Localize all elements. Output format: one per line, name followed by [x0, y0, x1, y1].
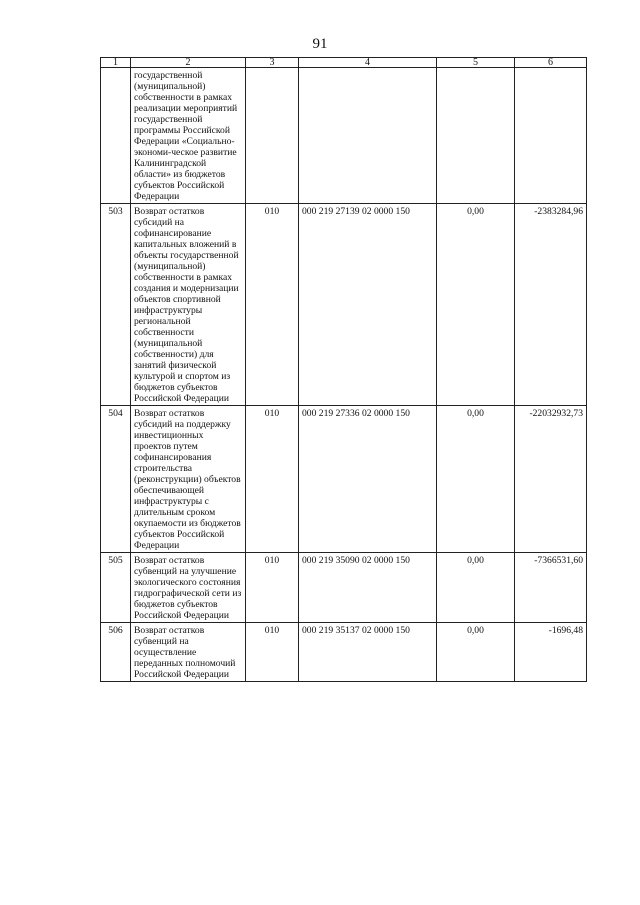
- row-kbk: 000 219 27336 02 0000 150: [299, 406, 437, 553]
- row-plan: 0,00: [437, 204, 515, 406]
- row-plan: 0,00: [437, 406, 515, 553]
- column-header-2: 2: [131, 58, 246, 68]
- row-number: 504: [101, 406, 131, 553]
- row-exec: -22032932,73: [515, 406, 587, 553]
- column-number-row: [101, 58, 587, 68]
- column-header-6: 6: [515, 58, 587, 68]
- row-kbk: [299, 68, 437, 204]
- column-header-3: 3: [246, 58, 299, 68]
- row-code: [246, 68, 299, 204]
- row-description: Возврат остатков субсидий на поддержку инвестиционных проектов путем софинансирования строительства (реконструкции) объектов обеспечивающей инфраструктуры с длительным сроком окупаемости из бюджетов субъектов Российской Федерации: [131, 406, 246, 553]
- table-row: [101, 623, 587, 682]
- row-kbk: 000 219 27139 02 0000 150: [299, 204, 437, 406]
- row-plan: 0,00: [437, 623, 515, 682]
- row-code: 010: [246, 553, 299, 623]
- table-row: [101, 553, 587, 623]
- table-row: [101, 406, 587, 553]
- row-plan: 0,00: [437, 553, 515, 623]
- row-description: Возврат остатков субвенций на улучшение экологического состояния гидрографической сети из бюджетов субъектов Российской Федерации: [131, 553, 246, 623]
- row-description: Возврат остатков субсидий на софинансирование капитальных вложений в объекты государственной (муниципальной) собственности в рамках создания и модернизации объектов спортивной инфраструктуры региональной собственности (муниципальной собственности) для занятий физической культурой и спортом из бюджетов субъектов Российской Федерации: [131, 204, 246, 406]
- row-kbk: 000 219 35090 02 0000 150: [299, 553, 437, 623]
- row-description: Возврат остатков субвенций на осуществление переданных полномочий Российской Федерации: [131, 623, 246, 682]
- row-code: 010: [246, 406, 299, 553]
- table-row: [101, 68, 587, 204]
- row-number: [101, 68, 131, 204]
- row-exec: -1696,48: [515, 623, 587, 682]
- budget-table: [100, 57, 587, 682]
- row-description: государственной (муниципальной) собственности в рамках реализации мероприятий государственной программы Российской Федерации «Социально-экономи-ческое развитие Калининградской области» из бюджетов субъектов Российской Федерации: [131, 68, 246, 204]
- row-number: 503: [101, 204, 131, 406]
- row-kbk: 000 219 35137 02 0000 150: [299, 623, 437, 682]
- table-row: [101, 204, 587, 406]
- column-header-1: 1: [101, 58, 131, 68]
- row-number: 505: [101, 553, 131, 623]
- row-exec: -7366531,60: [515, 553, 587, 623]
- row-plan: [437, 68, 515, 204]
- column-header-4: 4: [299, 58, 437, 68]
- row-code: 010: [246, 623, 299, 682]
- column-header-5: 5: [437, 58, 515, 68]
- row-number: 506: [101, 623, 131, 682]
- row-exec: -2383284,96: [515, 204, 587, 406]
- row-code: 010: [246, 204, 299, 406]
- row-exec: [515, 68, 587, 204]
- page-number: 91: [312, 36, 328, 52]
